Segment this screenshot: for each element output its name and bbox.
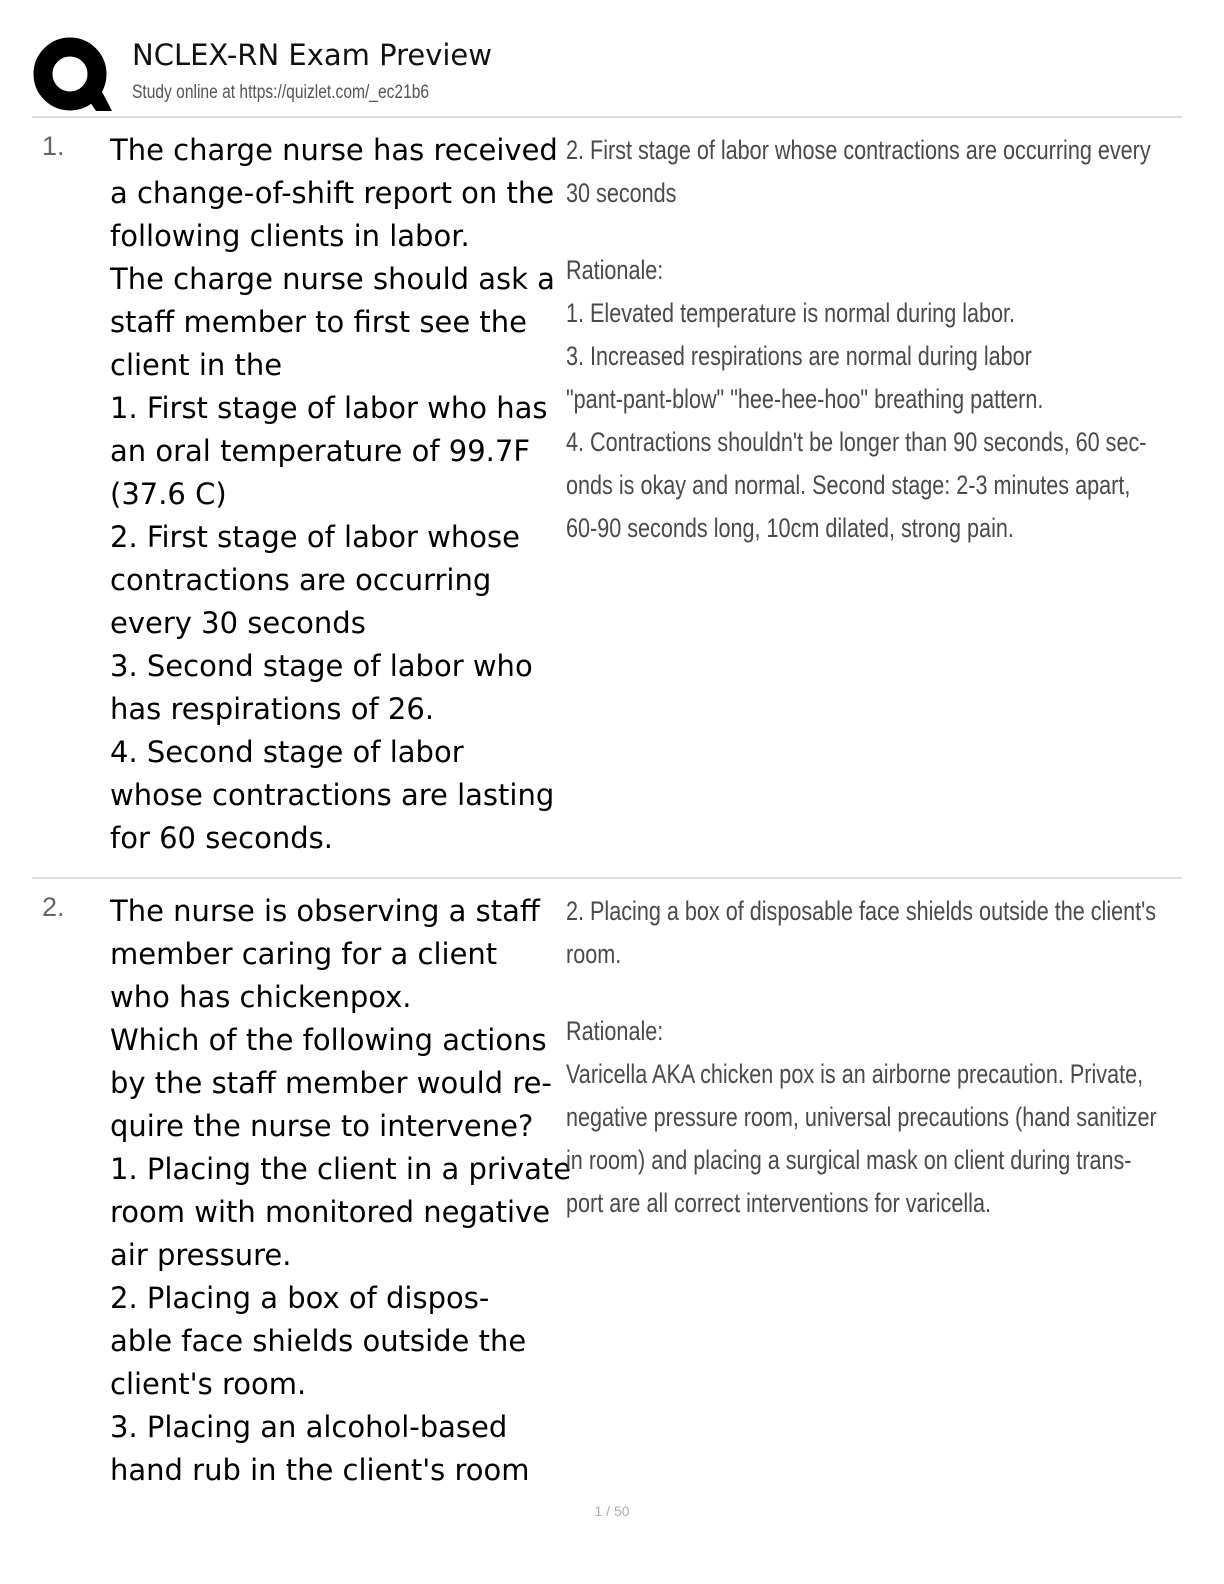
term-line: has respirations of 26. — [110, 692, 435, 726]
term-line: who has chickenpox. — [110, 980, 412, 1014]
rationale-line: 1. Elevated temperature is normal during labor. — [566, 298, 1016, 328]
term-line: 3. Placing an alcohol-based — [110, 1410, 508, 1444]
term-line: 4. Second stage of labor — [110, 735, 464, 769]
rationale-heading: Rationale: — [566, 1016, 664, 1046]
term-line: following clients in labor. — [110, 219, 470, 253]
rationale-line: in room) and placing a surgical mask on client during trans- — [566, 1145, 1132, 1175]
rationale-line: Varicella AKA chicken pox is an airborne precaution. Private, — [566, 1059, 1144, 1089]
term-line: The charge nurse should ask a — [110, 262, 555, 296]
term-line: an oral temperature of 99.7F — [110, 434, 531, 468]
term-line: 2. Placing a box of dispos- — [110, 1281, 490, 1315]
card-number: 2. — [42, 892, 65, 922]
term-line: for 60 seconds. — [110, 821, 333, 855]
term-line: contractions are occurring — [110, 563, 492, 597]
term-line: Which of the following actions — [110, 1023, 547, 1057]
card-term — [110, 129, 562, 860]
term-line: The nurse is observing a staff — [110, 894, 540, 928]
rationale-line: onds is okay and normal. Second stage: 2-3 minutes apart, — [566, 470, 1131, 500]
quizlet-logo-icon — [32, 34, 112, 114]
term-line: (37.6 C) — [110, 477, 227, 511]
term-line: room with monitored negative — [110, 1195, 551, 1229]
term-line: hand rub in the client's room — [110, 1453, 530, 1487]
rationale-line: 3. Increased respirations are normal during labor — [566, 341, 1032, 371]
study-online-link[interactable]: Study online at https://quizlet.com/_ec21b6 — [132, 82, 430, 103]
divider — [32, 877, 1182, 879]
term-line: a change-of-shift report on the — [110, 176, 555, 210]
page-title: NCLEX-RN Exam Preview — [132, 38, 492, 72]
term-line: 1. Placing the client in a private — [110, 1152, 572, 1186]
term-line: every 30 seconds — [110, 606, 366, 640]
term-line: staff member to first see the — [110, 305, 528, 339]
rationale-line: 60-90 seconds long, 10cm dilated, strong pain. — [566, 513, 1014, 543]
rationale-line: 4. Contractions shouldn't be longer than 90 seconds, 60 sec- — [566, 427, 1147, 457]
rationale-line: negative pressure room, universal precautions (hand sanitizer — [566, 1102, 1157, 1132]
term-line: client's room. — [110, 1367, 307, 1401]
term-line: 3. Second stage of labor who — [110, 649, 533, 683]
term-line: 1. First stage of labor who has — [110, 391, 548, 425]
rationale-line: port are all correct interventions for varicella. — [566, 1188, 991, 1218]
term-line: quire the nurse to intervene? — [110, 1109, 534, 1143]
card-term — [110, 890, 572, 1492]
rationale-heading: Rationale: — [566, 255, 664, 285]
card-definition — [566, 890, 1171, 1225]
answer-line: 2. First stage of labor whose contractions are occurring every — [566, 135, 1151, 165]
answer-line: 2. Placing a box of disposable face shields outside the client's — [566, 896, 1157, 926]
card-definition — [566, 129, 1171, 550]
term-line: by the staff member would re- — [110, 1066, 552, 1100]
term-line: air pressure. — [110, 1238, 292, 1272]
answer-line: room. — [566, 939, 622, 969]
header — [32, 34, 1182, 116]
page-number: 1 / 50 — [594, 1503, 630, 1519]
card-number: 1. — [42, 131, 65, 161]
term-line: The charge nurse has received — [110, 133, 558, 167]
rationale-line: "pant-pant-blow" "hee-hee-hoo" breathing pattern. — [566, 384, 1044, 414]
divider — [32, 116, 1182, 118]
term-line: able face shields outside the — [110, 1324, 527, 1358]
term-line: client in the — [110, 348, 283, 382]
term-line: 2. First stage of labor whose — [110, 520, 520, 554]
term-line: whose contractions are lasting — [110, 778, 555, 812]
term-line: member caring for a client — [110, 937, 498, 971]
answer-line: 30 seconds — [566, 178, 677, 208]
